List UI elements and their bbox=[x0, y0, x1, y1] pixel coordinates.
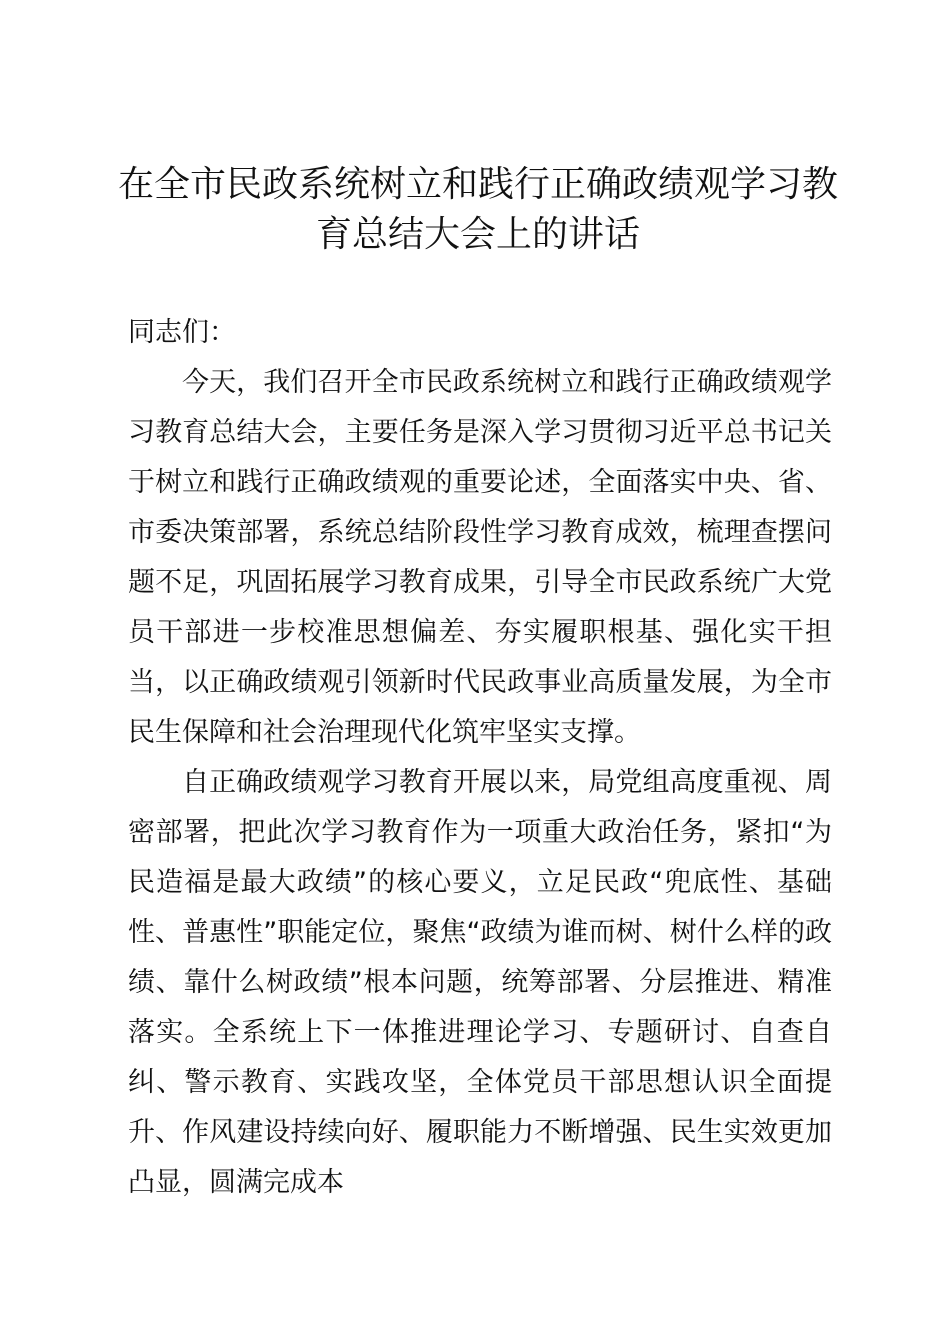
salutation: 同志们： bbox=[128, 317, 236, 348]
document-body bbox=[128, 308, 832, 1208]
document-title: 在全市民政系统树立和践行正确政绩观学习教育总结大会上的讲话 bbox=[118, 164, 839, 255]
paragraph-1: 今天，我们召开全市民政系统树立和践行正确政绩观学习教育总结大会，主要任务是深入学习贯彻习近平总书记关于树立和践行正确政绩观的重要论述，全面落实中央、省、市委决策部署，系统总结阶段性学习教育成效，梳理查摆问题不足，巩固拓展学习教育成果，引导全市民政系统广大党员干部进一步校准思想偏差、夯实履职根基、强化实干担当，以正确政绩观引领新时代民政事业高质量发展，为全市民生保障和社会治理现代化筑牢坚实支撑。 bbox=[128, 367, 832, 748]
paragraph-2: 自正确政绩观学习教育开展以来，局党组高度重视、周密部署，把此次学习教育作为一项重大政治任务，紧扣“为民造福是最大政绩”的核心要义，立足民政“兜底性、基础性、普惠性”职能定位，聚焦“政绩为谁而树、树什么样的政绩、靠什么树政绩”根本问题，统筹部署、分层推进、精准落实。全系统上下一体推进理论学习、专题研讨、自查自纠、警示教育、实践攻坚，全体党员干部思想认识全面提升、作风建设持续向好、履职能力不断增强、民生实效更加凸显，圆满完成本 bbox=[128, 767, 832, 1198]
